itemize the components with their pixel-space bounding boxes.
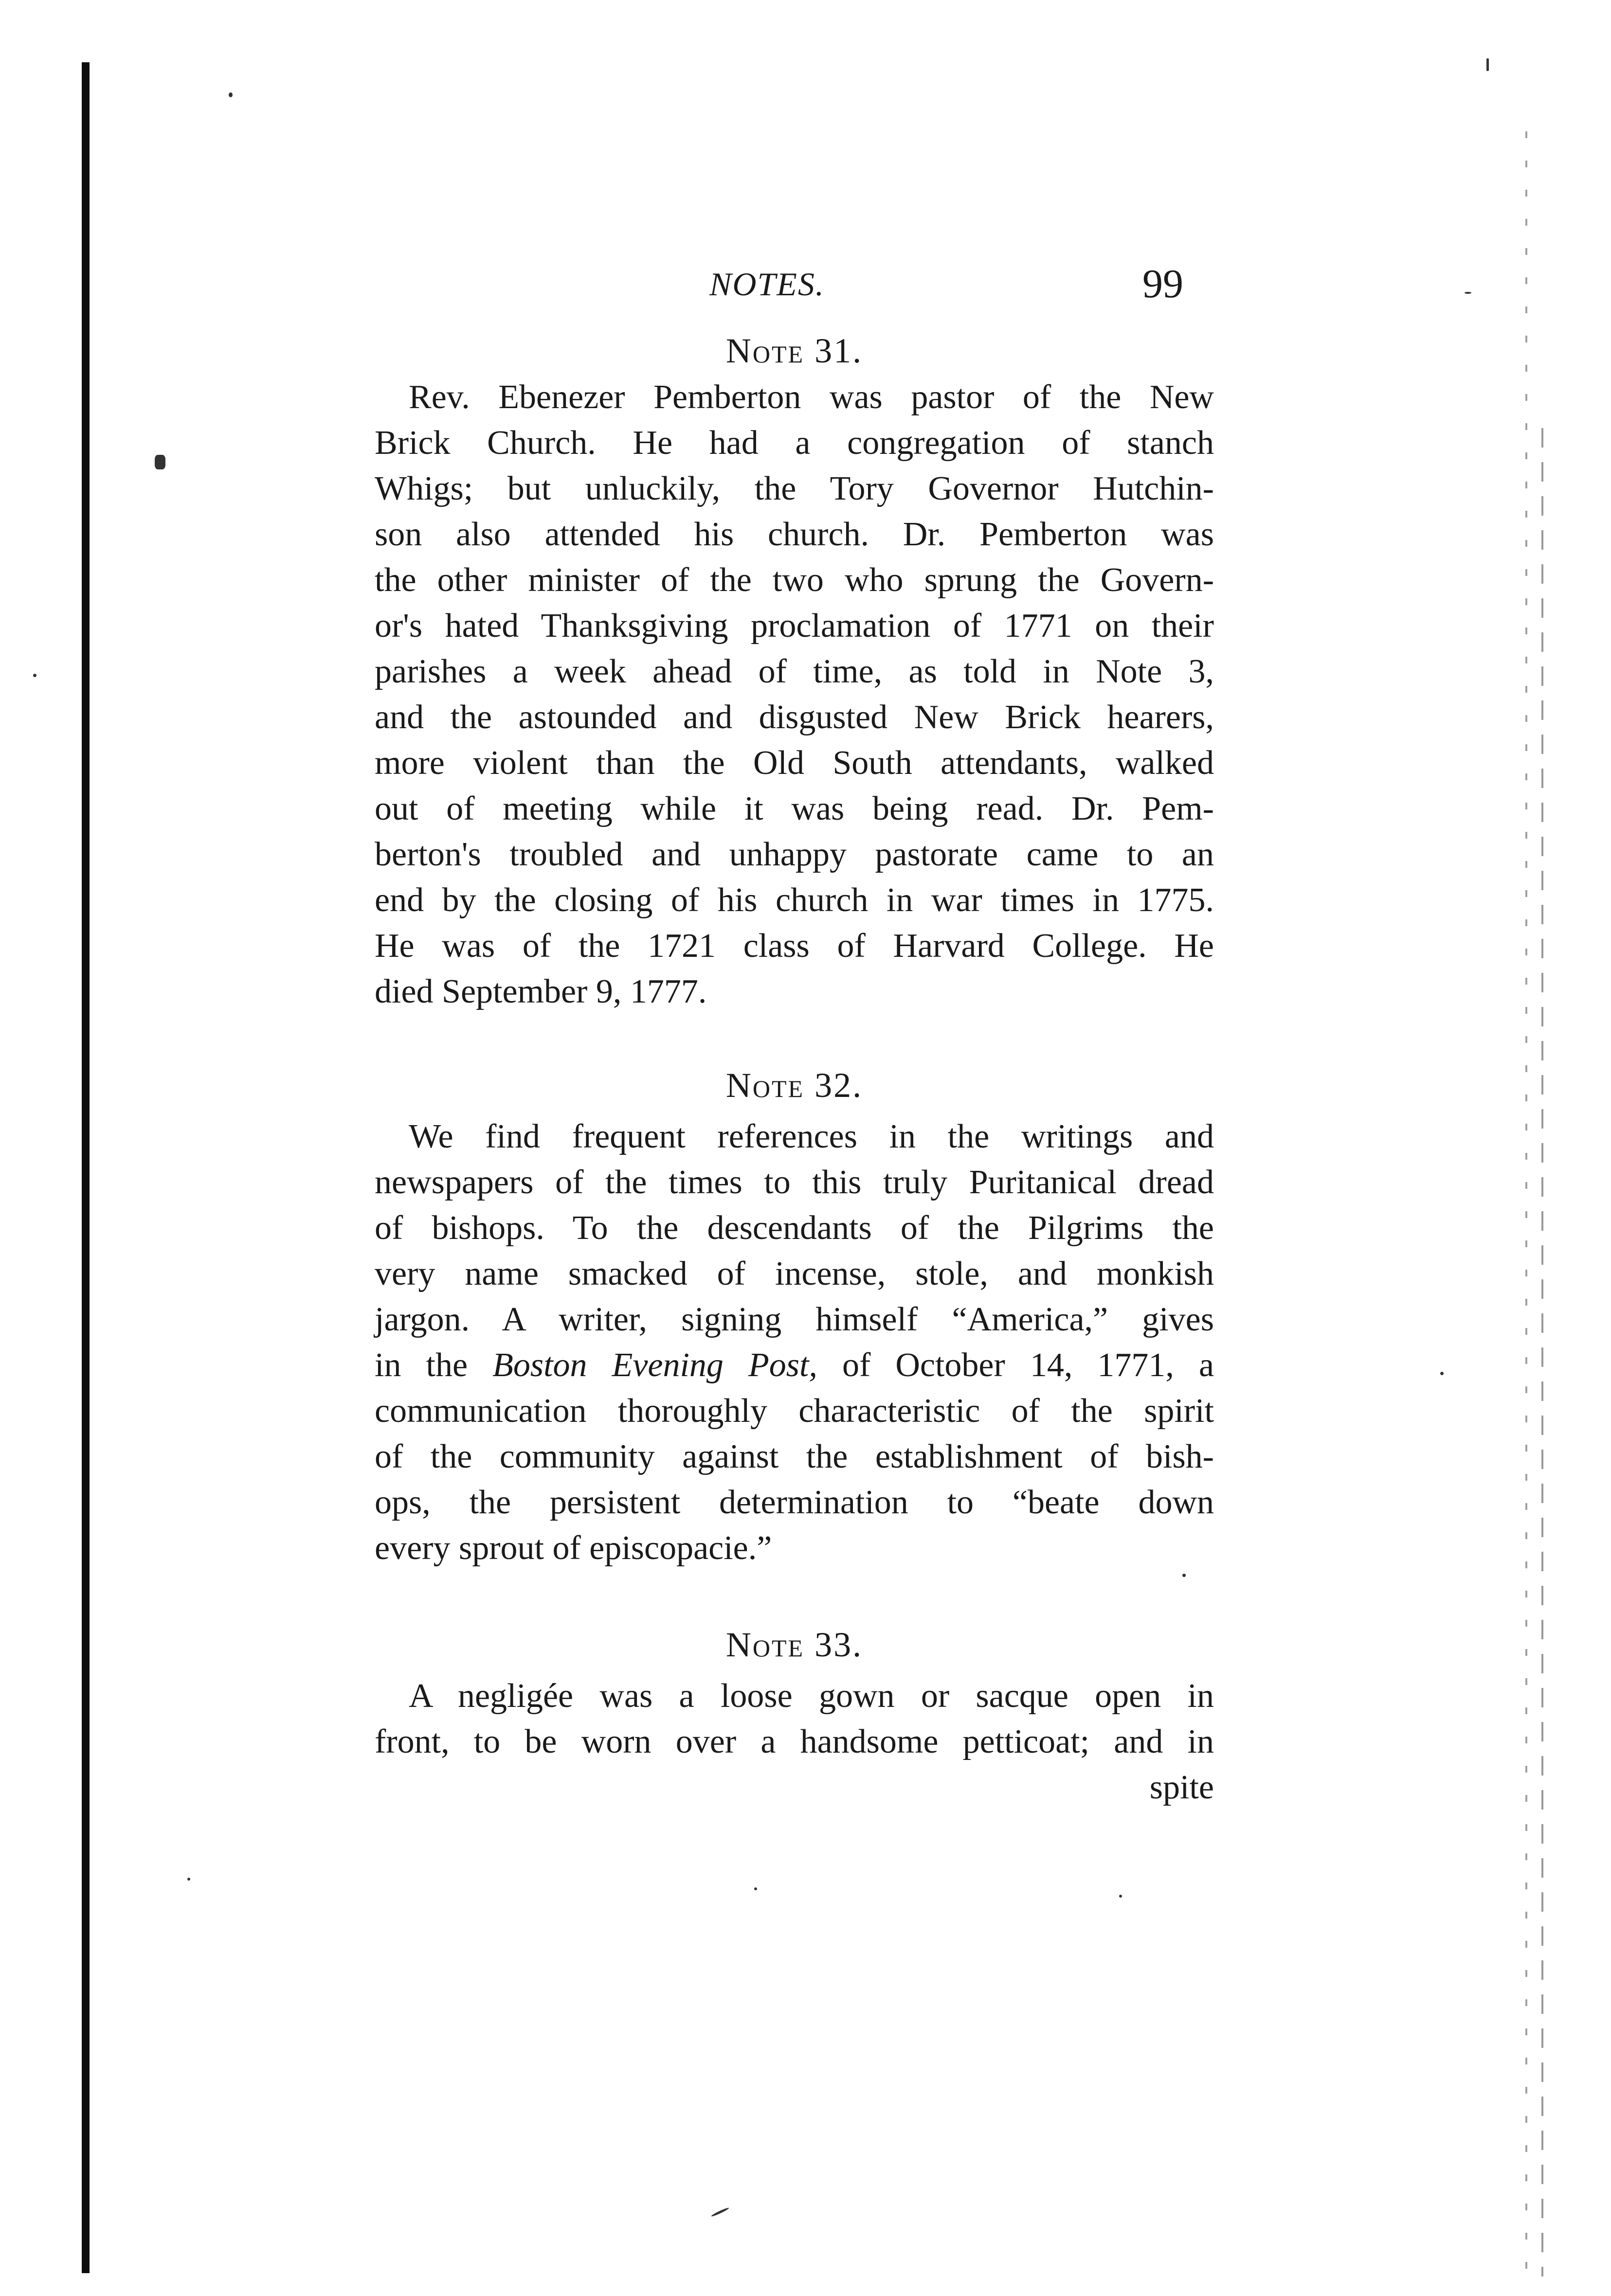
text-line: more violent than the Old South attendants, walked bbox=[375, 744, 1214, 782]
newspaper-title: Boston Evening Post, bbox=[492, 1346, 817, 1384]
text-line: end by the closing of his church in war times in 1775. bbox=[375, 881, 1214, 919]
page-edge-marks-secondary bbox=[1541, 428, 1543, 2277]
text-line: A negligée was a loose gown or sacque open in bbox=[409, 1677, 1214, 1715]
text-line: berton's troubled and unhappy pastorate came to an bbox=[375, 836, 1214, 873]
text-line: newspapers of the times to this truly Puritanical dread bbox=[375, 1164, 1214, 1201]
text-line: Brick Church. He had a congregation of stanch bbox=[375, 424, 1214, 462]
note-heading: Note 33. bbox=[725, 1625, 863, 1664]
text-line: of the community against the establishment of bish- bbox=[375, 1438, 1214, 1475]
text-line: We find frequent references in the writings and bbox=[409, 1118, 1214, 1155]
running-head: NOTES. bbox=[709, 266, 825, 303]
text-line: parishes a week ahead of time, as told in Note 3, bbox=[375, 653, 1214, 690]
scan-speck bbox=[1465, 292, 1471, 294]
text-line: or's hated Thanksgiving proclamation of 1771 on their bbox=[375, 607, 1214, 645]
text-line: of bishops. To the descendants of the Pilgrims the bbox=[375, 1209, 1214, 1247]
citation-before: in the bbox=[375, 1346, 468, 1384]
text-line: He was of the 1721 class of Harvard College. He bbox=[375, 927, 1214, 965]
text-line: died September 9, 1777. bbox=[375, 973, 707, 1010]
text-line: communication thoroughly characteristic of the spirit bbox=[375, 1392, 1214, 1430]
scan-speck bbox=[711, 2207, 729, 2217]
scan-speck bbox=[187, 1878, 190, 1881]
text-line: ops, the persistent determination to “beate down bbox=[375, 1484, 1214, 1521]
note-body bbox=[375, 1673, 1214, 1811]
scan-speck bbox=[1486, 58, 1489, 71]
citation-after: of October 14, 1771, a bbox=[842, 1346, 1214, 1384]
text-line: very name smacked of incense, stole, and monkish bbox=[375, 1255, 1214, 1292]
text-line: Rev. Ebenezer Pemberton was pastor of the New bbox=[409, 378, 1214, 416]
scan-speck bbox=[1119, 1895, 1122, 1898]
text-line: every sprout of episcopacie.” bbox=[375, 1529, 772, 1567]
text-line: and the astounded and disgusted New Brick hearers, bbox=[375, 699, 1214, 736]
text-line: jargon. A writer, signing himself “America,” gives bbox=[375, 1301, 1214, 1338]
scan-speck bbox=[33, 674, 36, 677]
note-heading: Note 32. bbox=[725, 1066, 863, 1105]
note-heading: Note 31. bbox=[725, 331, 863, 370]
text-line: Whigs; but unluckily, the Tory Governor Hutchin- bbox=[375, 470, 1214, 507]
text-line: son also attended his church. Dr. Pemberton was bbox=[375, 516, 1214, 553]
text-line: front, to be worn over a handsome petticoat; and in bbox=[375, 1723, 1214, 1760]
text-line: out of meeting while it was being read. Dr. Pem- bbox=[375, 790, 1214, 827]
scan-speck bbox=[229, 92, 233, 97]
note-body bbox=[375, 1114, 1214, 1571]
scan-speck bbox=[1182, 1574, 1186, 1577]
page-number: 99 bbox=[1142, 261, 1183, 306]
scan-speck bbox=[1440, 1372, 1444, 1375]
page-edge-marks bbox=[1525, 131, 1527, 2281]
citation-line bbox=[375, 1343, 1214, 1388]
note-body bbox=[375, 375, 1214, 1015]
text-line: the other minister of the two who sprung the Govern- bbox=[375, 561, 1214, 599]
scan-speck bbox=[155, 455, 165, 469]
scan-speck bbox=[754, 1887, 757, 1890]
page-binding-shadow bbox=[82, 62, 90, 2273]
catchword: spite bbox=[1149, 1769, 1214, 1806]
